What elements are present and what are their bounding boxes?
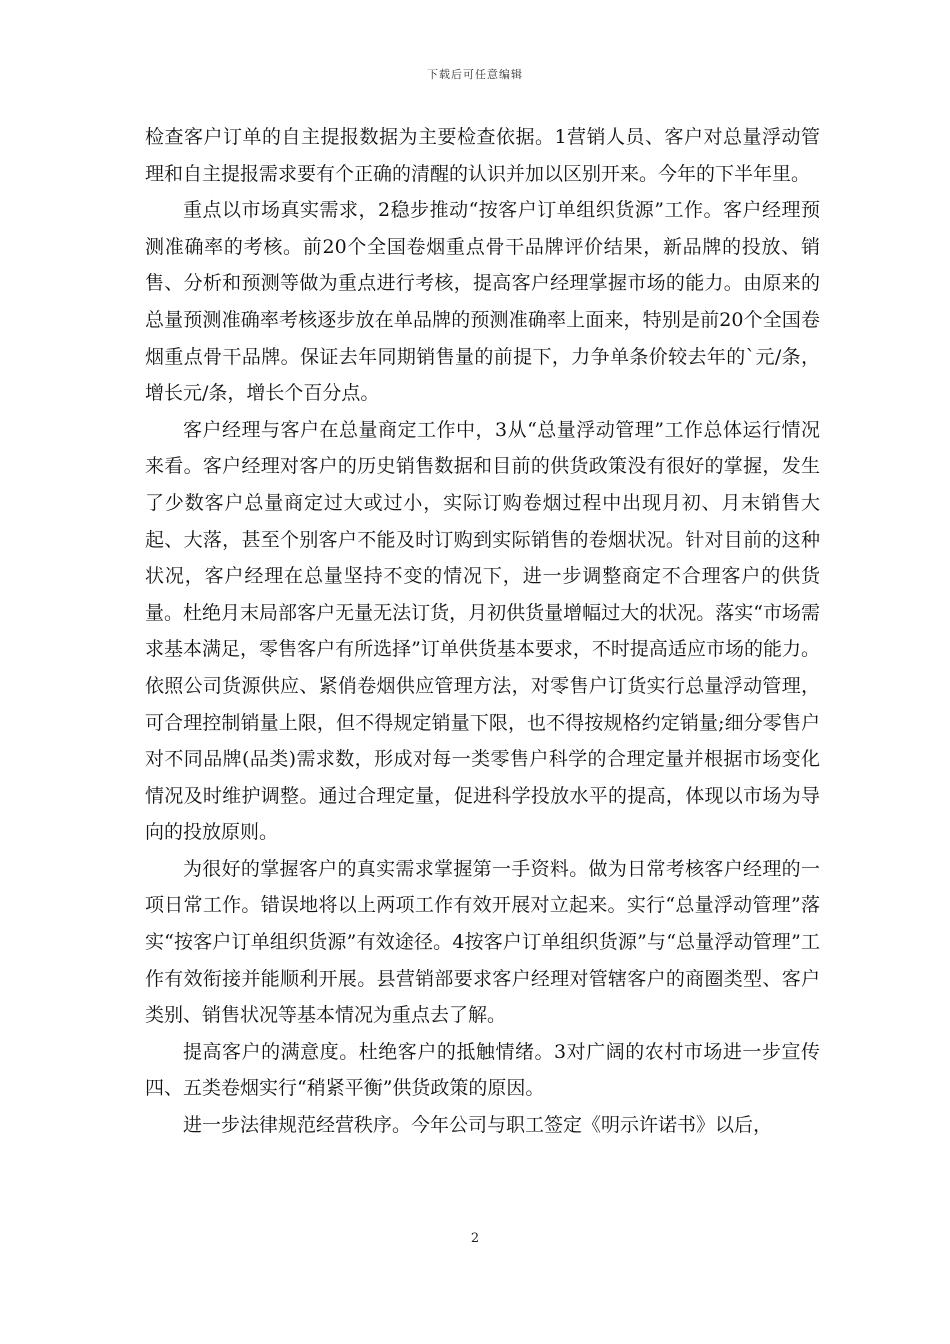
document-body	[145, 119, 820, 1144]
paragraph: 为很好的掌握客户的真实需求掌握第一手资料。做为日常考核客户经理的一项日常工作。错误地将以上两项工作有效开展对立起来。实行“总量浮动管理”落实“按客户订单组织货源”有效途径。4按客户订单组织货源”与“总量浮动管理”工作有效衔接并能顺利开展。县营销部要求客户经理对管辖客户的商圈类型、客户类别、销售状况等基本情况为重点去了解。	[145, 857, 820, 1027]
page-header: 下载后可任意编辑	[427, 68, 523, 81]
paragraph: 进一步法律规范经营秩序。今年公司与职工签定《明示许诺书》以后，	[183, 1114, 773, 1137]
paragraph: 检查客户订单的自主提报数据为主要检查依据。1营销人员、客户对总量浮动管理和自主提报需求要有个正确的清醒的认识并加以区别开来。今年的下半年里。	[145, 126, 820, 185]
paragraph: 客户经理与客户在总量商定工作中，3从“总量浮动管理”工作总体运行情况来看。客户经理对客户的历史销售数据和目前的供货政策没有很好的掌握，发生了少数客户总量商定过大或过小，实际订购卷烟过程中出现月初、月末销售大起、大落，甚至个别客户不能及时订购到实际销售的卷烟状况。针对目前的这种状况，客户经理在总量坚持不变的情况下，进一步调整商定不合理客户的供货量。杜绝月末局部客户无量无法订货，月初供货量增幅过大的状况。落实“市场需求基本满足，零售客户有所选择”订单供货基本要求，不时提高适应市场的能力。依照公司货源供应、紧俏卷烟供应管理方法，对零售户订货实行总量浮动管理，可合理控制销量上限，但不得规定销量下限，也不得按规格约定销量;细分零售户对不同品牌(品类)需求数，形成对每一类零售户科学的合理定量并根据市场变化情况及时维护调整。通过合理定量，促进科学投放水平的提高，体现以市场为导向的投放原则。	[145, 418, 820, 844]
paragraph: 重点以市场真实需求，2稳步推动“按客户订单组织货源”工作。客户经理预测准确率的考核。前20个全国卷烟重点骨干品牌评价结果，新品牌的投放、销售、分析和预测等做为重点进行考核，提高客户经理掌握市场的能力。由原来的总量预测准确率考核逐步放在单品牌的预测准确率上面来，特别是前20个全国卷烟重点骨干品牌。保证去年同期销售量的前提下，力争单条价较去年的`元/条，增长元/条，增长个百分点。	[145, 199, 820, 405]
page-number: 2	[470, 1231, 480, 1246]
paragraph: 提高客户的满意度。杜绝客户的抵触情绪。3对广阔的农村市场进一步宣传四、五类卷烟实行“稍紧平衡”供货政策的原因。	[145, 1040, 820, 1100]
